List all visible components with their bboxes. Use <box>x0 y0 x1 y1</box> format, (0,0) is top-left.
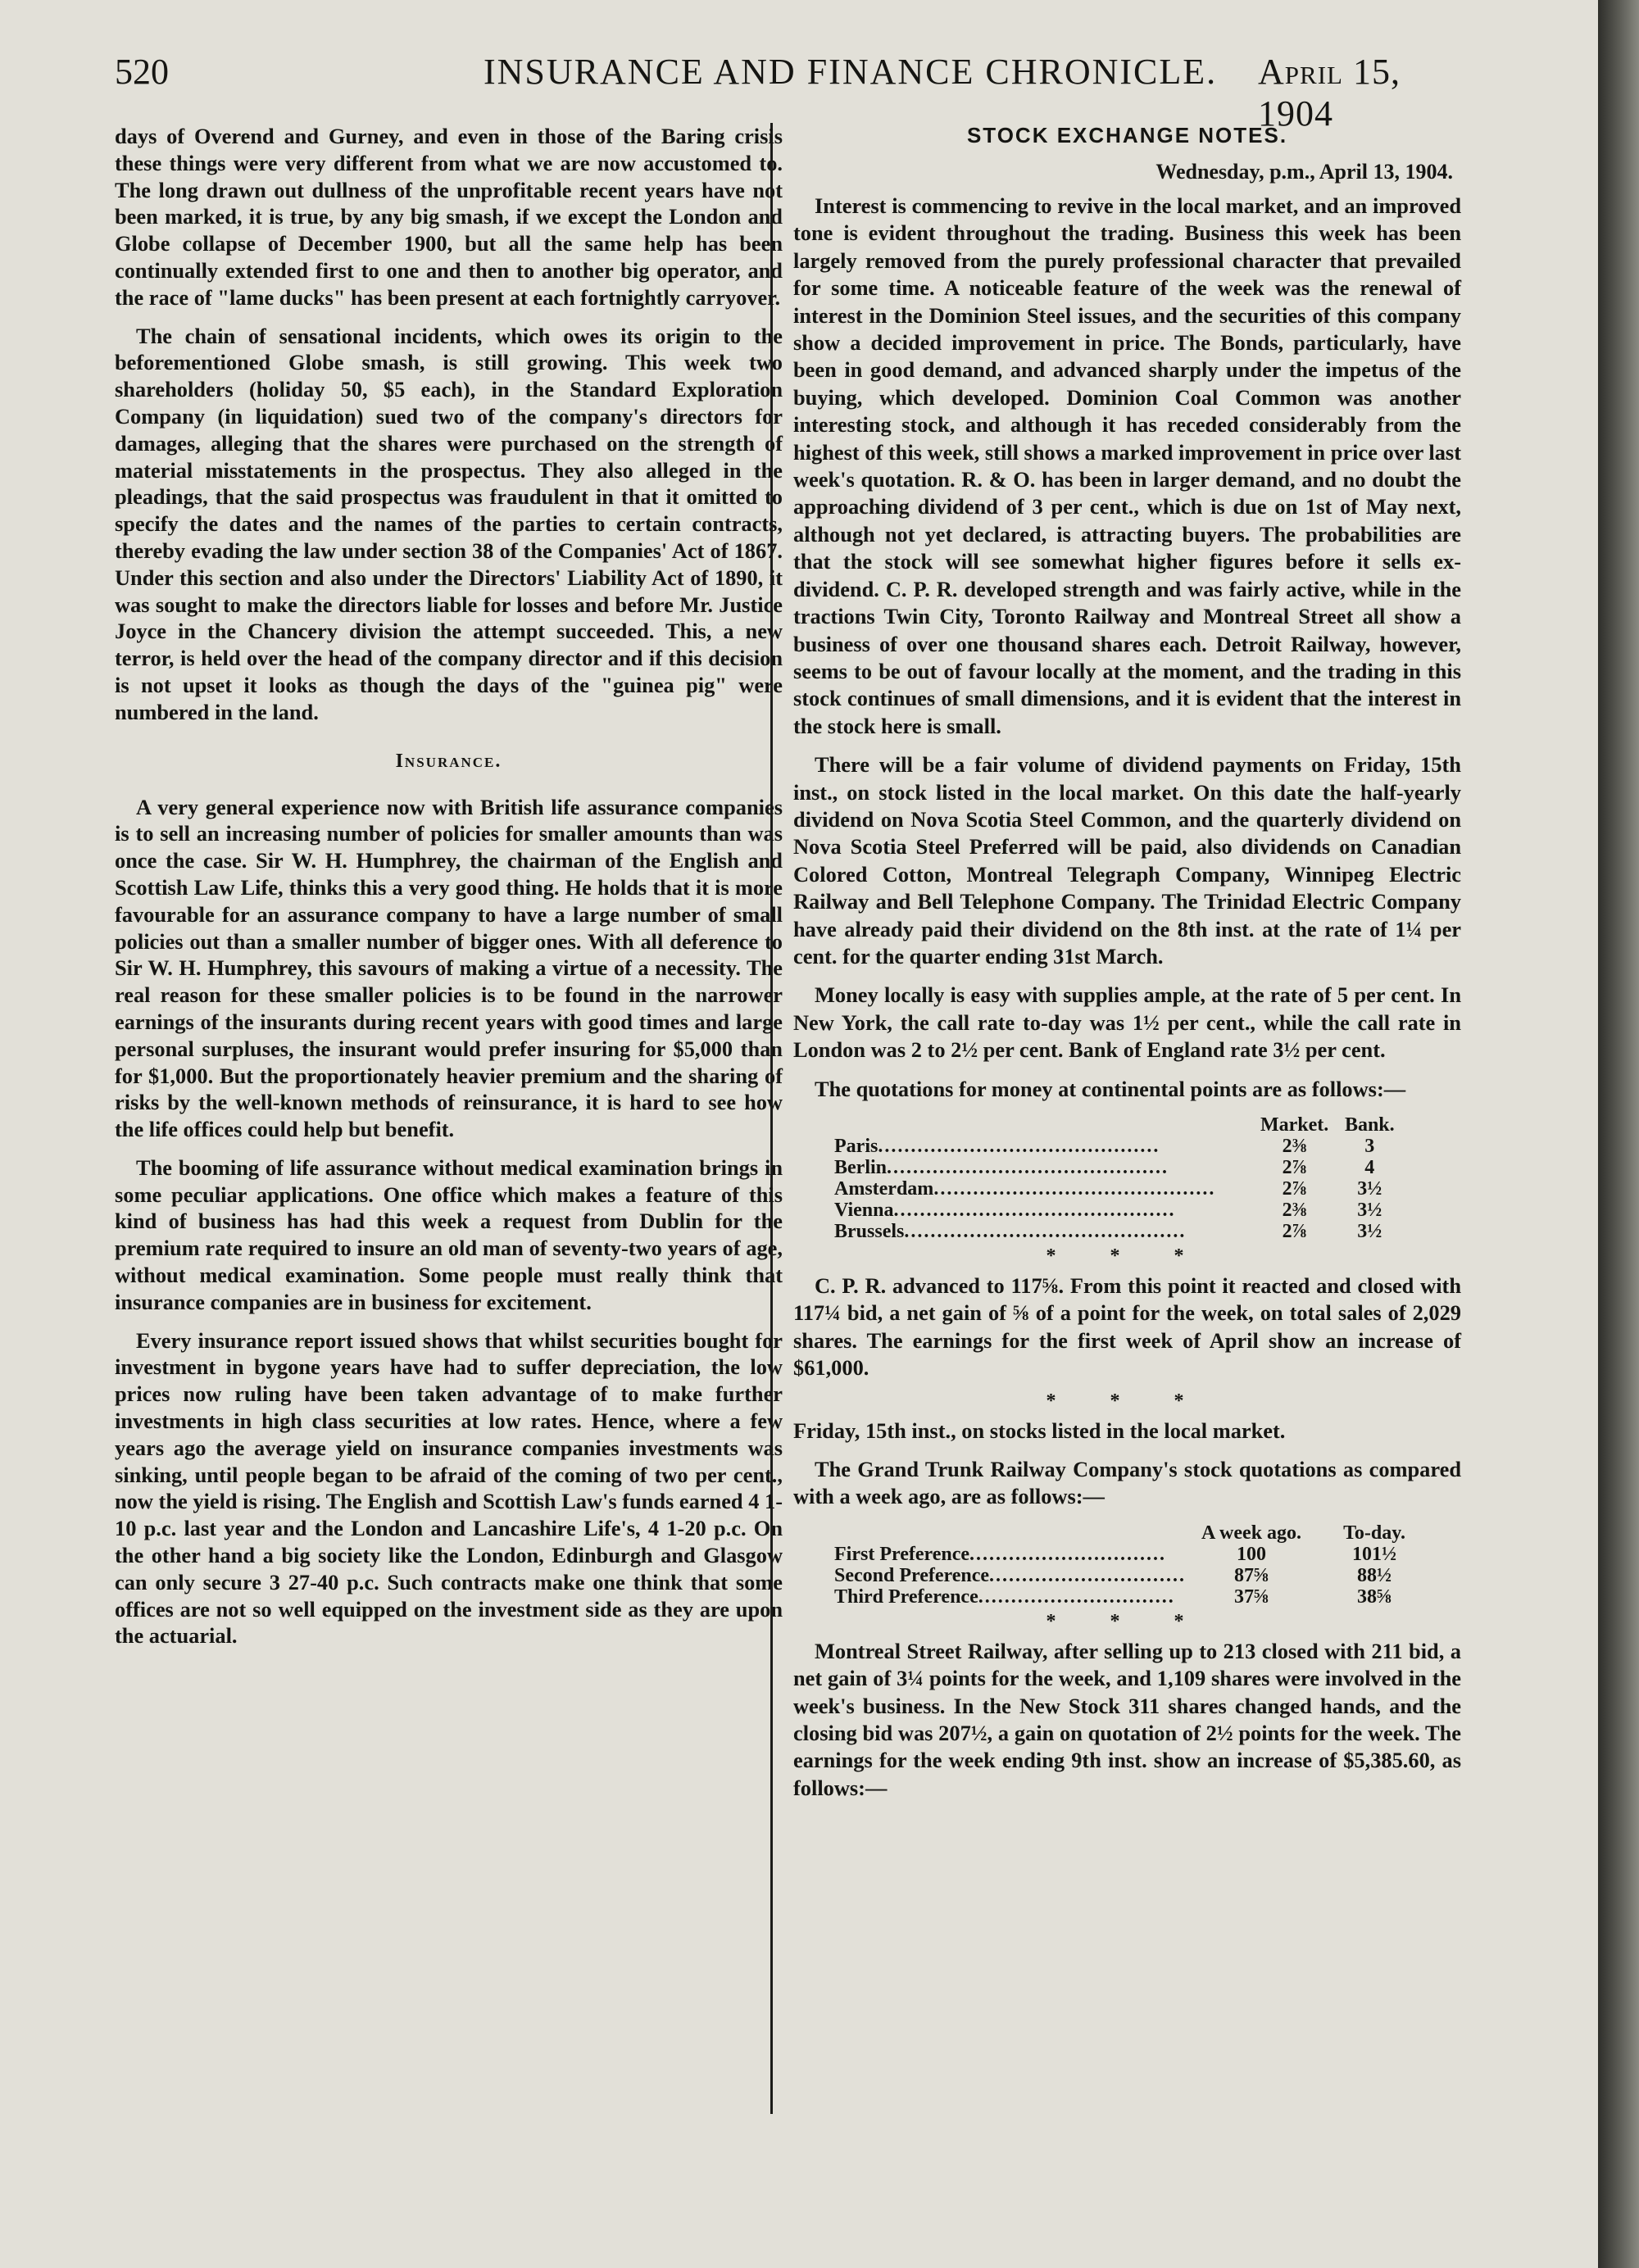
column-header: To-day. <box>1343 1522 1405 1544</box>
city-name: Paris <box>834 1136 879 1157</box>
today-value: 38⅝ <box>1357 1585 1392 1608</box>
paragraph: Every insurance report issued shows that whilst securities bought for investment in bygone years have had to suffer depreciation, the low prices now ruling have been taken advantage of to make further investments in high class securities at low rates. Hence, where a few years ago the average yield on insurance companies investments was sinking, until people began to be afraid of the coming of two per cent., now the yield is rising. The English and Scottish Law's funds earned 4 1-10 p.c. last year and the London and Lancashire Life's, 4 1-20 p.c. On the other hand a big society like the London, Edinburgh and Glasgow can only secure 3 27-40 p.c. Such contracts make one think that some offices are not so well equipped on the investment side as they are upon the actuarial. <box>115 1327 783 1649</box>
week-ago-value: 37⅝ <box>1234 1585 1269 1608</box>
paragraph: Montreal Street Railway, after selling up to 213 closed with 211 bid, a net gain of 3¼ points for the week, and 1,109 shares were involved in the week's business. In the New Stock 311 shares changed hands, and the closing bid was 207½, a gain on quotation of 2½ points for the week. The earnings for the week ending 9th inst. show an increase of $5,385.60, as follows:— <box>793 1638 1461 1800</box>
column-header: A week ago. <box>1201 1522 1302 1544</box>
leader-dots: .............................. <box>989 1564 1187 1586</box>
market-rate: 2⅞ <box>1282 1157 1307 1178</box>
section-heading-insurance: Insurance. <box>395 750 502 772</box>
today-value: 88½ <box>1357 1564 1392 1586</box>
paragraph: Friday, 15th inst., on stocks listed in the local market. <box>793 1418 1286 1443</box>
table-row <box>834 1565 1432 1586</box>
section-separator-stars: * * * <box>1046 1610 1209 1632</box>
market-rate: 2⅜ <box>1282 1136 1307 1157</box>
paragraph: days of Overend and Gurney, and even in those of the Baring crisis these things were very different from what we are now accustomed to. The long drawn out dullness of the unprofitable recent years have not been marked, it is true, by any big smash, if we except the London and Globe collapse of December 1900, but all the same help has been continually extended first to one and then to another big operator, and the race of "lame ducks" has been present at each fortnightly carryover. <box>115 124 783 310</box>
leader-dots: ........................................... <box>887 1157 1169 1178</box>
left-column <box>115 123 783 1661</box>
paragraph: The booming of life assurance without medical examination brings in some peculiar applications. One office which makes a feature of this kind of business has had this week a request from Dublin for the premium rate required to insure an old man of seventy-two years of age, without medical examination. Some people must really think that insurance companies are in business for excitement. <box>115 1154 783 1314</box>
publication-title: INSURANCE AND FINANCE CHRONICLE. <box>484 52 1218 92</box>
stock-name: Third Preference <box>834 1585 978 1608</box>
leader-dots: .............................. <box>969 1543 1167 1565</box>
city-name: Amsterdam <box>834 1178 934 1200</box>
right-column <box>793 123 1461 1813</box>
paragraph: Interest is commencing to revive in the local market, and an improved tone is evident throughout the trading. Business this week has been largely removed from the purely professional character that prevailed for some time. A noticeable feature of the week was the renewal of interest in the Dominion Steel issues, and the securities of this company show a decided improvement in price. The Bonds, particularly, have been in good demand, and advanced sharply under the impetus of the buying, which developed. Dominion Coal Common was another interesting stock, and although it has receded considerably from the highest of this week, still shows a marked improvement in price over last week's quotation. R. & O. has been in larger demand, and no doubt the approaching dividend of 3 per cent., which is due on 1st of May next, although not yet declared, is attracting buyers. The probabilities are that the stock will see somewhat higher figures before it sells ex-dividend. C. P. R. developed strength and was fairly active, while in the tractions Twin City, Toronto Railway and Montreal Street all show a business of over one thousand shares each. Detroit Railway, however, seems to be out of favour locally at the moment, and the trading in this stock continues of small dimensions, and it is evident that the interest in the stock here is small. <box>793 193 1461 738</box>
week-ago-value: 100 <box>1237 1543 1267 1565</box>
city-name: Vienna <box>834 1200 894 1221</box>
section-separator-stars: * * * <box>1046 1245 1209 1267</box>
dateline: Wednesday, p.m., April 13, 1904. <box>1155 160 1453 184</box>
paragraph: C. P. R. advanced to 117⅝. From this point it reacted and closed with 117¼ bid, a net gain of ⅝ of a point for the week, on total sales of 2,029 shares. The earnings for the first week of April show an increase of $61,000. <box>793 1273 1461 1381</box>
issue-date: April 15, 1904 <box>1258 52 1401 134</box>
stock-name: First Preference <box>834 1543 970 1565</box>
section-separator-stars: * * * <box>1046 1390 1209 1412</box>
bank-rate: 3½ <box>1357 1221 1382 1242</box>
city-name: Brussels <box>834 1221 905 1242</box>
leader-dots: ........................................... <box>904 1221 1187 1242</box>
column-header: Bank. <box>1344 1114 1395 1136</box>
table-row <box>834 1157 1410 1178</box>
paragraph: The chain of sensational incidents, which owes its origin to the beforementioned Globe smash, is still growing. This week two shareholders (holiday 50, $5 each), in the Standard Exploration Company (in liquidation) sued two of the company's directors for damages, alleging that the shares were purchased on the strength of material misstatements in the prospectus. They also alleged in the pleadings, that the said prospectus was fraudulent in that it omitted to specify the dates and the names of the parties to certain contracts, thereby evading the law under section 38 of the Companies' Act of 1867. Under this section and also under the Directors' Liability Act of 1890, it was sought to make the directors liable for losses and before Mr. Justice Joyce in the Chancery division the attempt succeeded. This, a new terror, is held over the head of the company director and if this decision is not upset it looks as though the days of the "guinea pig" were numbered in the land. <box>115 323 783 724</box>
bank-rate: 3 <box>1364 1136 1375 1157</box>
grand-trunk-quotations-table <box>834 1522 1432 1608</box>
table-header-row <box>834 1114 1410 1136</box>
paragraph: Money locally is easy with supplies ample, at the rate of 5 per cent. In New York, the call rate to-day was 1½ per cent., while the call rate in London was 2 to 2½ per cent. Bank of England rate 3½ per cent. <box>793 982 1461 1063</box>
money-rates-table <box>834 1114 1410 1242</box>
week-ago-value: 87⅝ <box>1234 1564 1269 1586</box>
table-row <box>834 1136 1410 1157</box>
page-header <box>0 51 1459 134</box>
table-row <box>834 1200 1410 1221</box>
page-number: 520 <box>115 52 169 92</box>
paragraph: The quotations for money at continental points are as follows:— <box>815 1076 1406 1101</box>
table-header-row <box>834 1522 1432 1544</box>
table-row <box>834 1221 1410 1242</box>
section-heading-stock-exchange: STOCK EXCHANGE NOTES. <box>966 123 1288 147</box>
leader-dots: .............................. <box>978 1585 1175 1608</box>
leader-dots: ........................................... <box>893 1200 1176 1221</box>
table-row <box>834 1586 1432 1608</box>
paragraph: A very general experience now with British life assurance companies is to sell an increasing number of policies for smaller amounts than was once the case. Sir W. H. Humphrey, the chairman of the English and Scottish Law Life, thinks this a very good thing. He holds that it is more favourable for an assurance company to have a large number of small policies out than a smaller number of bigger ones. With all deference to Sir W. H. Humphrey, this savours of making a virtue of a necessity. The real reason for these smaller policies is to be found in the narrower earnings of the insurants during recent years with good times and large personal surpluses, the insurant would prefer insuring for $5,000 than for $1,000. But the proportionately heavier premium and the sharing of risks by the well-known methods of reinsurance, it is hard to see how the life offices could help but benefit. <box>115 794 783 1142</box>
column-header: Market. <box>1260 1114 1329 1136</box>
table-row <box>834 1178 1410 1200</box>
book-spine-edge <box>1598 0 1639 2268</box>
bank-rate: 4 <box>1364 1157 1375 1178</box>
stock-name: Second Preference <box>834 1564 990 1586</box>
city-name: Berlin <box>834 1157 887 1178</box>
market-rate: 2⅞ <box>1282 1178 1307 1200</box>
table-row <box>834 1544 1432 1565</box>
paragraph: The Grand Trunk Railway Company's stock quotations as compared with a week ago, are as follows:— <box>793 1457 1461 1509</box>
market-rate: 2⅞ <box>1282 1221 1307 1242</box>
leader-dots: ........................................... <box>878 1136 1160 1157</box>
today-value: 101½ <box>1352 1543 1397 1565</box>
leader-dots: ........................................... <box>933 1178 1216 1200</box>
bank-rate: 3½ <box>1357 1178 1382 1200</box>
bank-rate: 3½ <box>1357 1200 1382 1221</box>
paragraph: There will be a fair volume of dividend payments on Friday, 15th inst., on stock listed in the local market. On this date the half-yearly dividend on Nova Scotia Steel Common, and the quarterly dividend on Nova Scotia Steel Preferred will be paid, also dividends on Canadian Colored Cotton, Montreal Telegraph Company, Winnipeg Electric Railway and Bell Telephone Company. The Trinidad Electric Company have already paid their dividend on the 8th inst. at the rate of 1¼ per cent. for the quarter ending 31st March. <box>793 752 1461 968</box>
market-rate: 2⅜ <box>1282 1200 1307 1221</box>
